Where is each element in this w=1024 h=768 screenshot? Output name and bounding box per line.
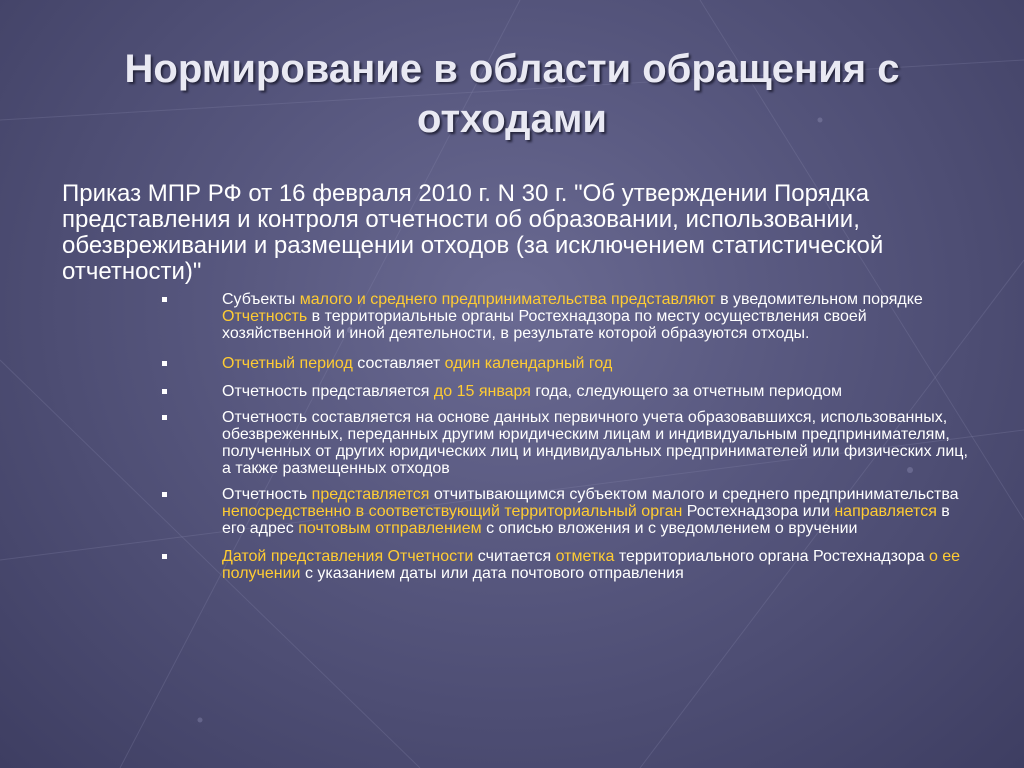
square-bullet-icon (162, 415, 167, 420)
bullet-item-subjects (0, 291, 1024, 342)
bullet-list (0, 291, 1024, 582)
bullet-item-date (0, 548, 1024, 582)
highlight-text: непосредственно в соответствующий территориальный орган (222, 503, 683, 520)
bullet-text: территориального органа Ростехнадзора (614, 548, 929, 565)
highlight-text: представляется (311, 486, 430, 503)
bullet-text: отчитывающимся субъектом малого и среднего предпринимательства (429, 486, 959, 503)
bullet-text: в территориальные органы Ростехнадзора по месту осуществления своей хозяйственной и иной деятельности, в результате которой образуются отходы. (222, 308, 867, 342)
square-bullet-icon (162, 297, 167, 302)
slide-title: Нормирование в области обращения с отходами (124, 47, 900, 141)
bullet-text: Отчетность (222, 486, 312, 503)
highlight-text: Датой представления Отчетности (222, 548, 474, 565)
highlight-text: о ее получении (222, 548, 961, 582)
bullet-text: в уведомительном порядке (715, 291, 923, 308)
highlight-text: Отчетный период (222, 355, 353, 372)
highlight-text: отметка (555, 548, 615, 565)
highlight-text: почтовым отправлением (298, 520, 482, 537)
square-bullet-icon (162, 389, 167, 394)
highlight-text: один календарный год (444, 355, 613, 372)
bullet-text: считается (473, 548, 556, 565)
square-bullet-icon (162, 492, 167, 497)
bullet-text: с указанием даты или дата почтового отправления (300, 565, 684, 582)
bullet-text: с описью вложения и с уведомлением о вручении (481, 520, 858, 537)
highlight-text: Отчетность (222, 308, 308, 325)
highlight-text: до 15 января (433, 383, 531, 400)
square-bullet-icon (162, 554, 167, 559)
square-bullet-icon (162, 361, 167, 366)
bullet-item-basis (0, 409, 1024, 477)
bullet-item-period (0, 355, 1024, 372)
bullet-text: Субъекты (222, 291, 300, 308)
bullet-item-submission (0, 486, 1024, 537)
intro-paragraph: Приказ МПР РФ от 16 февраля 2010 г. N 30 г. "Об утверждении Порядка представления и контроля отчетности об образовании, использовании, обезвреживании и размещении отходов (за исключением статистической отчетности)" (62, 180, 884, 285)
bullet-text: составляет (352, 355, 445, 372)
highlight-text: направляется (834, 503, 937, 520)
bullet-text: Отчетность представляется (222, 383, 434, 400)
bullet-text: Ростехнадзора или (682, 503, 835, 520)
bullet-text: в его адрес (222, 503, 950, 537)
highlight-text: малого и среднего предпринимательства представляют (299, 291, 716, 308)
bullet-text: года, следующего за отчетным периодом (530, 383, 843, 400)
bullet-text: Отчетность составляется на основе данных первичного учета образовавшихся, использованных, обезвреженных, переданных другим юридическим лицам и индивидуальным предпринимателям, полученных от других юридических лиц и индивидуальных предпринимателей или физических лиц, а также размещенных отходов (222, 409, 968, 477)
bullet-item-deadline (0, 383, 1024, 400)
